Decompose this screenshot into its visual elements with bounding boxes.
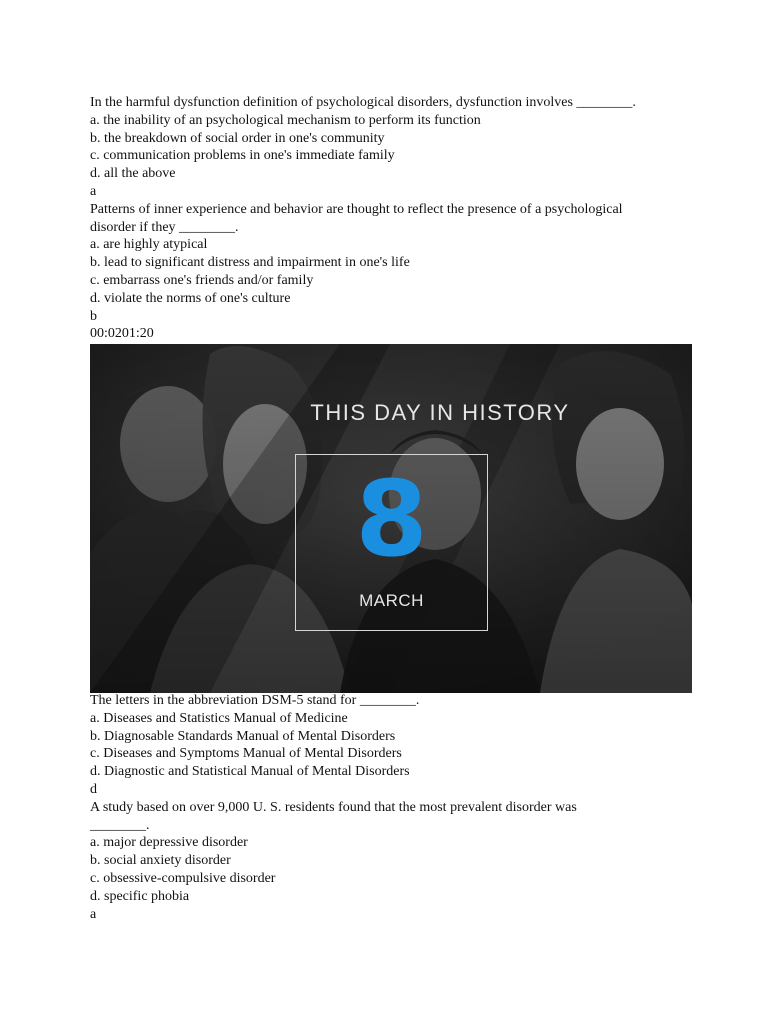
quiz-block-bottom bbox=[90, 692, 690, 923]
question-4-answer: a bbox=[90, 906, 97, 922]
question-2-option-d: d. violate the norms of one's culture bbox=[90, 290, 291, 306]
video-timer: 00:0201:20 bbox=[90, 326, 154, 342]
question-4-option-c: c. obsessive-compulsive disorder bbox=[90, 870, 276, 886]
question-4-option-b: b. social anxiety disorder bbox=[90, 853, 231, 869]
question-1-option-a: a. the inability of an psychological mechanism to perform its function bbox=[90, 112, 481, 128]
question-3-option-a: a. Diseases and Statistics Manual of Medicine bbox=[90, 710, 348, 726]
quiz-block-top bbox=[90, 94, 690, 693]
question-1-text: In the harmful dysfunction definition of psychological disorders, dysfunction involves ________. bbox=[90, 95, 636, 110]
date-month: MARCH bbox=[359, 591, 424, 611]
question-2-text-line-1: Patterns of inner experience and behavior are thought to reflect the presence of a psychological bbox=[90, 201, 623, 217]
question-3-answer: d bbox=[90, 781, 97, 797]
question-3-option-d: d. Diagnostic and Statistical Manual of Mental Disorders bbox=[90, 764, 410, 780]
date-box bbox=[295, 454, 488, 631]
question-4-option-d: d. specific phobia bbox=[90, 888, 190, 904]
question-4-text-line-1: A study based on over 9,000 U. S. residents found that the most prevalent disorder was bbox=[90, 799, 577, 815]
question-2-option-c: c. embarrass one's friends and/or family bbox=[90, 272, 314, 288]
question-2-text-line-2: disorder if they ________. bbox=[90, 219, 239, 235]
question-1-answer: a bbox=[90, 183, 97, 199]
question-3-text: The letters in the abbreviation DSM-5 stand for ________. bbox=[90, 693, 420, 708]
question-1-option-d: d. all the above bbox=[90, 166, 176, 182]
banner-title: THIS DAY IN HISTORY bbox=[310, 400, 570, 426]
this-day-in-history-video-banner[interactable] bbox=[90, 344, 692, 693]
question-1-option-c: c. communication problems in one's immediate family bbox=[90, 148, 395, 164]
question-1-option-b: b. the breakdown of social order in one's community bbox=[90, 130, 385, 146]
question-2-option-a: a. are highly atypical bbox=[90, 237, 208, 253]
question-3-option-b: b. Diagnosable Standards Manual of Mental Disorders bbox=[90, 728, 396, 744]
question-2-option-b: b. lead to significant distress and impairment in one's life bbox=[90, 255, 410, 271]
date-day: 8 bbox=[355, 458, 428, 581]
question-4-option-a: a. major depressive disorder bbox=[90, 835, 248, 851]
question-4-text-line-2: ________. bbox=[90, 817, 150, 833]
question-2-answer: b bbox=[90, 308, 97, 324]
question-3-option-c: c. Diseases and Symptoms Manual of Mental Disorders bbox=[90, 746, 402, 762]
